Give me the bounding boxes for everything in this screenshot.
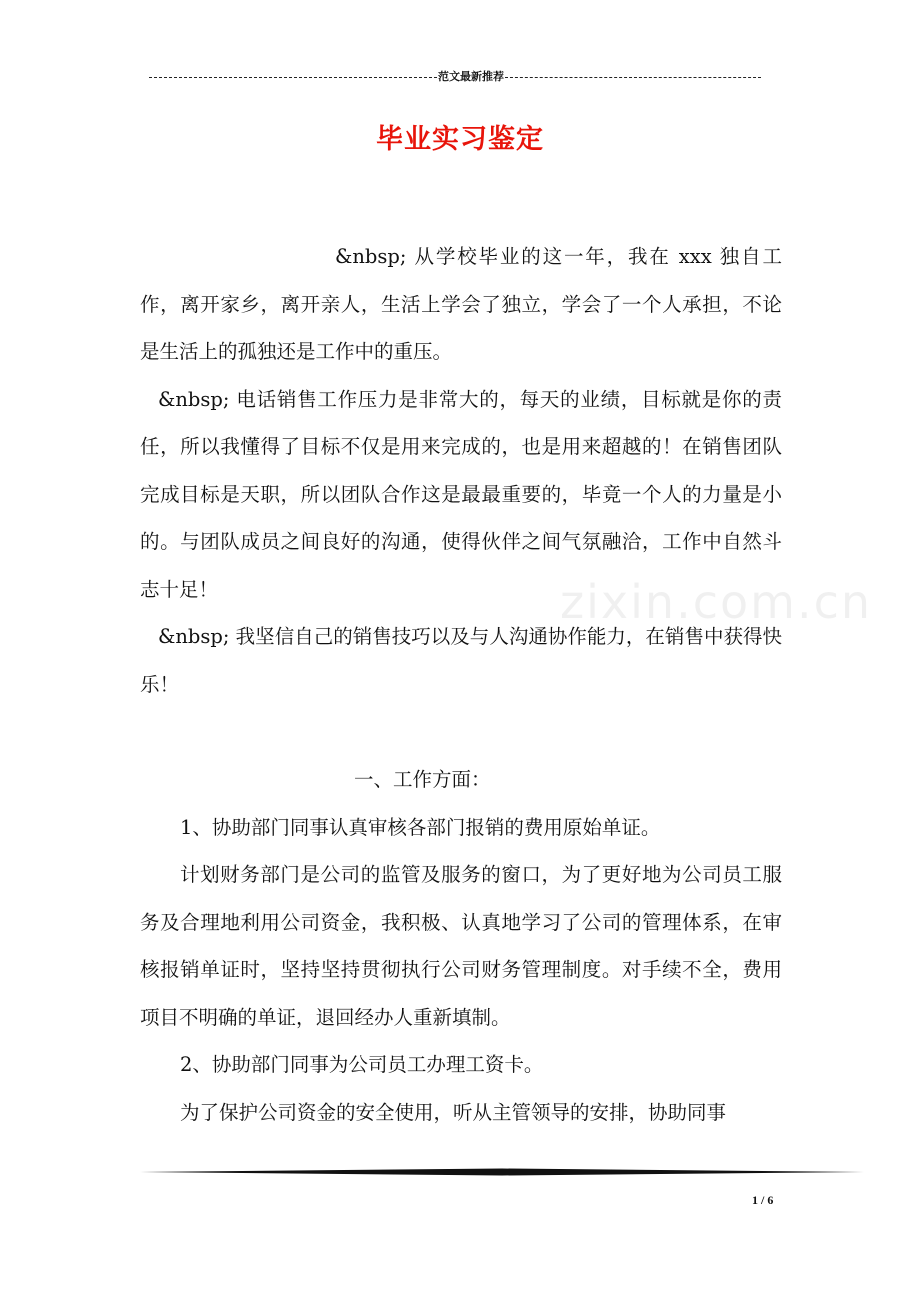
list-item-1: 1、协助部门同事认真审核各部门报销的费用原始单证。	[180, 815, 661, 839]
header-dash-right	[505, 77, 761, 78]
paragraph-gap	[140, 708, 782, 756]
paragraph-3: &nbsp; 我坚信自己的销售技巧以及与人沟通协作能力，在销售中获得快乐！	[140, 625, 782, 696]
paragraph-1: &nbsp; 从学校毕业的这一年，我在 xxx 独自工作，离开家乡，离开亲人，生活上学会了独立，学会了一个人承担，不论是生活上的孤独还是工作中的重压。	[140, 245, 782, 363]
header-banner	[140, 68, 770, 86]
list-item-1-body: 计划财务部门是公司的监管及服务的窗口，为了更好地为公司员工服务及合理地利用公司资金，我积极、认真地学习了公司的管理体系，在审核报销单证时，坚持坚持贯彻执行公司财务管理制度。对手续不全，费用项目不明确的单证，退回经办人重新填制。	[140, 863, 782, 1029]
section-heading: 一、工作方面：	[354, 768, 491, 791]
paragraph-2: &nbsp; 电话销售工作压力是非常大的，每天的业绩，目标就是你的责任，所以我懂得了目标不仅是用来完成的，也是用来超越的！在销售团队完成目标是天职，所以团队合作这是最最重要的，毕竟一个人的力量是小的。与团队成员之间良好的沟通，使得伙伴之间气氛融洽，工作中自然斗志十足！	[140, 387, 782, 601]
page-number: 1 / 6	[752, 1193, 774, 1207]
footer-rule	[140, 1168, 864, 1176]
watermark: zixin.com.cn	[560, 575, 873, 629]
document-body	[140, 233, 782, 1136]
document-title: 毕业实习鉴定	[376, 124, 544, 155]
list-item-2: 2、协助部门同事为公司员工办理工资卡。	[180, 1053, 544, 1076]
header-dash-left	[149, 77, 437, 78]
list-item-2-body: 为了保护公司资金的安全使用，听从主管领导的安排，协助同事	[180, 1100, 727, 1124]
header-label: 范文最新推荐	[438, 70, 504, 83]
